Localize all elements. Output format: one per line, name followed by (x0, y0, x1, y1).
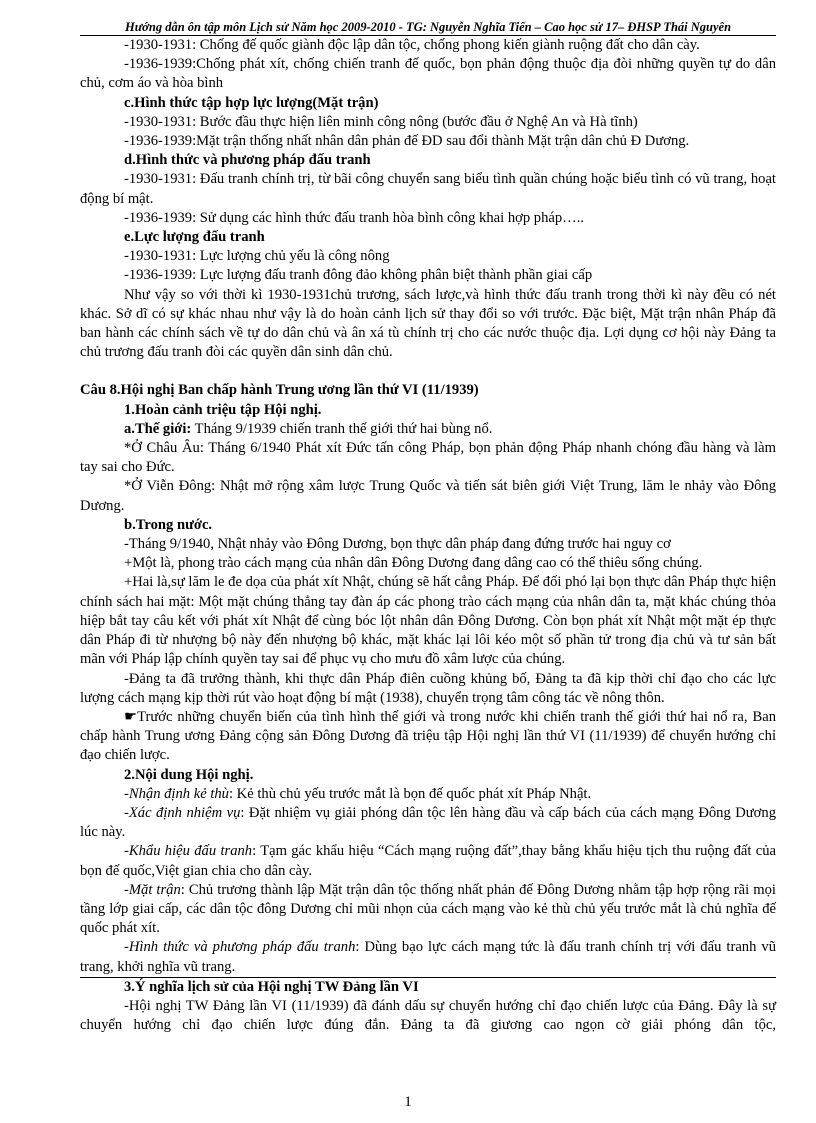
paragraph: +Một là, phong trào cách mạng của nhân dân Đông Dương đang dâng cao có thể thiêu sống chúng. (124, 555, 703, 572)
paragraph: -Tháng 9/1940, Nhật nhảy vào Đông Dương, bọn thực dân pháp đang đứng trước hai nguy cơ (124, 536, 671, 553)
section-heading: 1.Hoàn cảnh triệu tập Hội nghị. (124, 401, 322, 418)
paragraph: -Hội nghị TW Đảng lần VI (11/1939) đã đánh dấu sự chuyển hướng chỉ đạo chiến lược của Đảng. Đây là sự chuyển hướng chỉ đạo chiến lược đúng đắn. Đảng ta đã giương cao ngọn cờ giải phóng dân tộc, (80, 997, 776, 1034)
paragraph (80, 938, 776, 977)
document-body (80, 36, 776, 1035)
world-text: Tháng 9/1939 chiến tranh thế giới thứ hai bùng nổ. (191, 420, 493, 437)
section-heading: 3.Ý nghĩa lịch sử của Hội nghị TW Đảng lần VI (124, 978, 419, 995)
slogan-label: -Khẩu hiệu đấu tranh (124, 843, 253, 860)
paragraph: -1930-1931: Chống đế quốc giành độc lập dân tộc, chống phong kiến giành ruộng đất cho dân cày. (124, 37, 700, 53)
enemy-text: : Kẻ thù chủ yếu trước mắt là bọn đế quốc phát xít Pháp Nhật. (228, 785, 592, 802)
section-heading: e.Lực lượng đấu tranh (124, 229, 265, 246)
paragraph: *Ở Châu Âu: Tháng 6/1940 Phát xít Đức tấn công Pháp, bọn phản động Pháp nhanh chóng đầu hàng và làm tay sai cho Đức. (80, 440, 776, 476)
spacer (80, 362, 776, 381)
slogan-text: : Tạm gác khẩu hiệu “Cách mạng ruộng đất”,thay bằng khẩu hiệu tịch thu ruộng đất của bọn đế quốc,Việt gian chia cho dân cày. (80, 843, 776, 879)
section-heading: b.Trong nước. (124, 516, 213, 533)
section-heading: c.Hình thức tập hợp lực lượng(Mặt trận) (124, 94, 379, 111)
paragraph: *Ở Viễn Đông: Nhật mở rộng xâm lược Trung Quốc và tiến sát biên giới Việt Trung, lăm le nhảy vào Đông Dương. (80, 478, 776, 514)
paragraph (80, 804, 776, 842)
paragraph: -1936-1939: Sử dụng các hình thức đấu tranh hòa bình công khai hợp pháp….. (124, 209, 585, 226)
enemy-label: -Nhận định kẻ thù (124, 785, 229, 802)
section-heading: 2.Nội dung Hội nghị. (124, 766, 254, 783)
paragraph (80, 420, 776, 439)
paragraph: -1930-1931: Đấu tranh chính trị, từ bãi công chuyển sang biểu tình quần chúng hoặc biểu tình có vũ trang, hoạt động bí mật. (80, 171, 776, 207)
page-number: 1 (404, 1094, 412, 1110)
front-text: : Chủ trương thành lập Mặt trận dân tộc thống nhất phản đế Đông Dương nhằm tập hợp rộng rãi mọi tầng lớp giai cấp, các dân tộc đông Dương chỉ mũi nhọn của cách mạng vào kẻ thù chủ yếu trước mắt là chủ nghĩa đế quốc phát xít. (80, 881, 776, 937)
paragraph: -1930-1931: Bước đầu thực hiện liên minh công nông (bước đầu ở Nghệ An và Hà tĩnh) (124, 113, 638, 130)
paragraph: -1930-1931: Lực lượng chủ yếu là công nông (124, 248, 390, 265)
paragraph: -Đảng ta đã trưởng thành, khi thực dân Pháp điên cuồng khủng bố, Đảng ta đã kịp thời chỉ đạo cho các lực lượng cách mạng kịp thời rút vào hoạt động bí mật (1938), chuyển trọng tâm công tác về nông thôn. (80, 670, 776, 706)
paragraph (80, 842, 776, 880)
pointing-hand-icon: ☛ (124, 708, 138, 725)
method-label: -Hình thức và phương pháp đấu tranh (124, 939, 356, 956)
paragraph (80, 785, 776, 804)
paragraph (80, 708, 776, 766)
task-label: -Xác định nhiệm vụ (124, 804, 241, 821)
summary-paragraph: Như vậy so với thời kì 1930-1931chủ trương, sách lược,và hình thức đấu tranh trong thời kì này đều có nét khác. Sở dĩ có sự khác nhau như vậy là do hoàn cảnh lịch sử thay đổi so với trước. Đặc biệt, Mặt trận nhân Pháp đã ban hành các chính sách về tự do dân chủ và ân xá tù chính trị cho các nước thuộc địa. Lợi dụng cơ hội này Đảng ta chủ trương đấu tranh đòi các quyền dân sinh dân chủ. (80, 286, 776, 361)
paragraph (80, 881, 776, 939)
paragraph: +Hai là,sự lăm le đe dọa của phát xít Nhật, chúng sẽ hất cẳng Pháp. Để đối phó lại bọn thực dân Pháp thực hiện chính sách hai mặt: Một mặt chúng thẳng tay đàn áp các phong trào cách mạng của nhân dân ta, mặt khác chúng thỏa hiệp bắt tay câu kết với phát xít Nhật để cùng bóc lột nhân dân Đông Dương. Còn bọn phát xít Nhật một mặt ép thực dân Pháp đi từ nhượng bộ này đến nhượng bộ khác, mặt khác lại lôi kéo một số phần tử trong địa chủ và tư sản bất mãn với Pháp lập chính quyền tay sai để phục vụ cho mưu đồ xâm lược của chúng. (80, 574, 776, 668)
method-text: : Dùng bạo lực cách mạng tức là đấu tranh chính trị với đấu tranh vũ trang, khởi nghĩa vũ trang. (80, 939, 776, 975)
question-title: Câu 8.Hội nghị Ban chấp hành Trung ương lần thứ VI (11/1939) (80, 382, 479, 399)
paragraph: -1936-1939: Lực lượng đấu tranh đông đảo không phân biệt thành phần giai cấp (124, 267, 593, 284)
paragraph: -1936-1939:Chống phát xít, chống chiến tranh đế quốc, bọn phản động thuộc địa đòi những quyền tự do dân chủ, cơm áo và hòa bình (80, 56, 776, 92)
world-label: a.Thế giới: (124, 420, 192, 437)
running-header: Hướng dẫn ôn tập môn Lịch sử Năm học 2009-2010 - TG: Nguyễn Nghĩa Tiến – Cao học sử 17– ĐHSP Thái Nguyên (80, 20, 776, 36)
section-heading: d.Hình thức và phương pháp đấu tranh (124, 152, 371, 169)
task-text: : Đặt nhiệm vụ giải phóng dân tộc lên hàng đầu và cấp bách của cách mạng Đông Dương lúc này. (80, 804, 776, 841)
paragraph-text: Trước những chuyển biến của tình hình thế giới và trong nước khi chiến tranh thế giới thứ hai nổ ra, Ban chấp hành Trung ương Đảng cộng sản Đông Dương đã triệu tập Hội nghị lần thứ VI (11/1939) để chuyển hướng chỉ đạo chiến lược. (80, 708, 776, 764)
paragraph: -1936-1939:Mặt trận thống nhất nhân dân phản đế ĐD sau đổi thành Mặt trận dân chủ Đ Dương. (124, 133, 690, 150)
front-label: -Mặt trận (124, 881, 181, 898)
